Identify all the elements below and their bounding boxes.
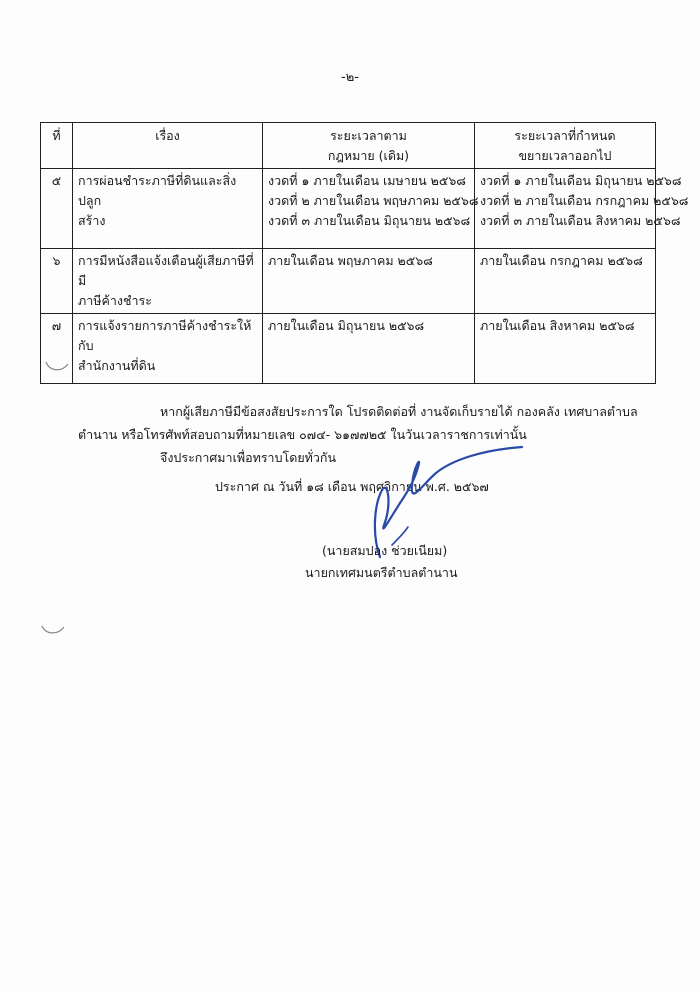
subject-line: การมีหนังสือแจ้งเตือนผู้เสียภาษีที่มี	[78, 253, 254, 288]
page-number: -๒-	[341, 70, 359, 85]
scan-mark-icon	[40, 622, 66, 638]
row-extended-period	[475, 314, 656, 384]
period-line: ภายในเดือน พฤษภาคม ๒๕๖๘	[268, 253, 433, 268]
row-extended-period	[475, 169, 689, 249]
table-row	[41, 314, 656, 384]
announcement-date: ประกาศ ณ วันที่ ๑๘ เดือน พฤศจิกายน พ.ศ. ๒๕๖๗	[215, 479, 489, 494]
header-extended-period	[475, 123, 656, 169]
row-legal-period	[263, 249, 475, 314]
row-no: ๗	[41, 314, 73, 384]
period-line: ภายในเดือน มิถุนายน ๒๕๖๘	[268, 318, 425, 333]
header-no: ที่	[41, 123, 73, 169]
period-line: ภายในเดือน สิงหาคม ๒๕๖๘	[480, 318, 635, 333]
period-line: ภายในเดือน กรกฎาคม ๒๕๖๘	[480, 253, 643, 268]
period-line: งวดที่ ๓ ภายในเดือน มิถุนายน ๒๕๖๘	[268, 213, 471, 228]
header-legal-period	[263, 123, 475, 169]
table-row	[41, 169, 656, 249]
header-extended-line: ขยายเวลาออกไป	[518, 148, 612, 163]
row-legal-period	[263, 169, 479, 249]
header-extended-line: ระยะเวลาที่กำหนด	[514, 128, 616, 143]
row-subject	[73, 314, 263, 384]
row-legal-period	[263, 314, 475, 384]
row-no: ๕	[41, 169, 73, 249]
row-extended-period	[475, 249, 656, 314]
subject-line: การผ่อนชำระภาษีที่ดินและสิ่งปลูก	[78, 173, 237, 208]
subject-line: ภาษีค้างชำระ	[78, 293, 152, 308]
header-legal-line: ระยะเวลาตาม	[330, 128, 407, 143]
subject-line: สำนักงานที่ดิน	[78, 358, 156, 373]
subject-line: สร้าง	[78, 213, 106, 228]
row-subject	[73, 249, 263, 314]
extension-schedule-table	[40, 122, 689, 384]
contact-paragraph-line-1: หากผู้เสียภาษีมีข้อสงสัยประการใด โปรดติดต่อที่ งานจัดเก็บรายได้ กองคลัง เทศบาลตำบล	[160, 404, 638, 419]
period-line: งวดที่ ๒ ภายในเดือน กรกฎาคม ๒๕๖๘	[480, 193, 689, 208]
table-row	[41, 249, 656, 314]
period-line: งวดที่ ๓ ภายในเดือน สิงหาคม ๒๕๖๘	[480, 213, 681, 228]
header-legal-line: กฎหมาย (เดิม)	[327, 148, 410, 163]
subject-line: การแจ้งรายการภาษีค้างชำระให้กับ	[78, 318, 252, 353]
signer-position: นายกเทศมนตรีตำบลตำนาน	[305, 565, 458, 580]
contact-paragraph-line-2: ตำนาน หรือโทรศัพท์สอบถามที่หมายเลข ๐๗๔- ๖๑๗๗๒๕ ในวันเวลาราชการเท่านั้น	[78, 427, 527, 442]
scan-mark-icon	[44, 356, 70, 376]
row-no: ๖	[41, 249, 73, 314]
period-line: งวดที่ ๑ ภายในเดือน เมษายน ๒๕๖๘	[268, 173, 466, 188]
header-subject: เรื่อง	[73, 123, 263, 169]
announcement-closing: จึงประกาศมาเพื่อทราบโดยทั่วกัน	[160, 450, 337, 465]
row-subject	[73, 169, 263, 249]
period-line: งวดที่ ๒ ภายในเดือน พฤษภาคม ๒๕๖๘	[268, 193, 479, 208]
signer-name: (นายสมปอง ช่วยเนียม)	[322, 543, 448, 558]
table-header-row	[41, 123, 656, 169]
period-line: งวดที่ ๑ ภายในเดือน มิถุนายน ๒๕๖๘	[480, 173, 682, 188]
